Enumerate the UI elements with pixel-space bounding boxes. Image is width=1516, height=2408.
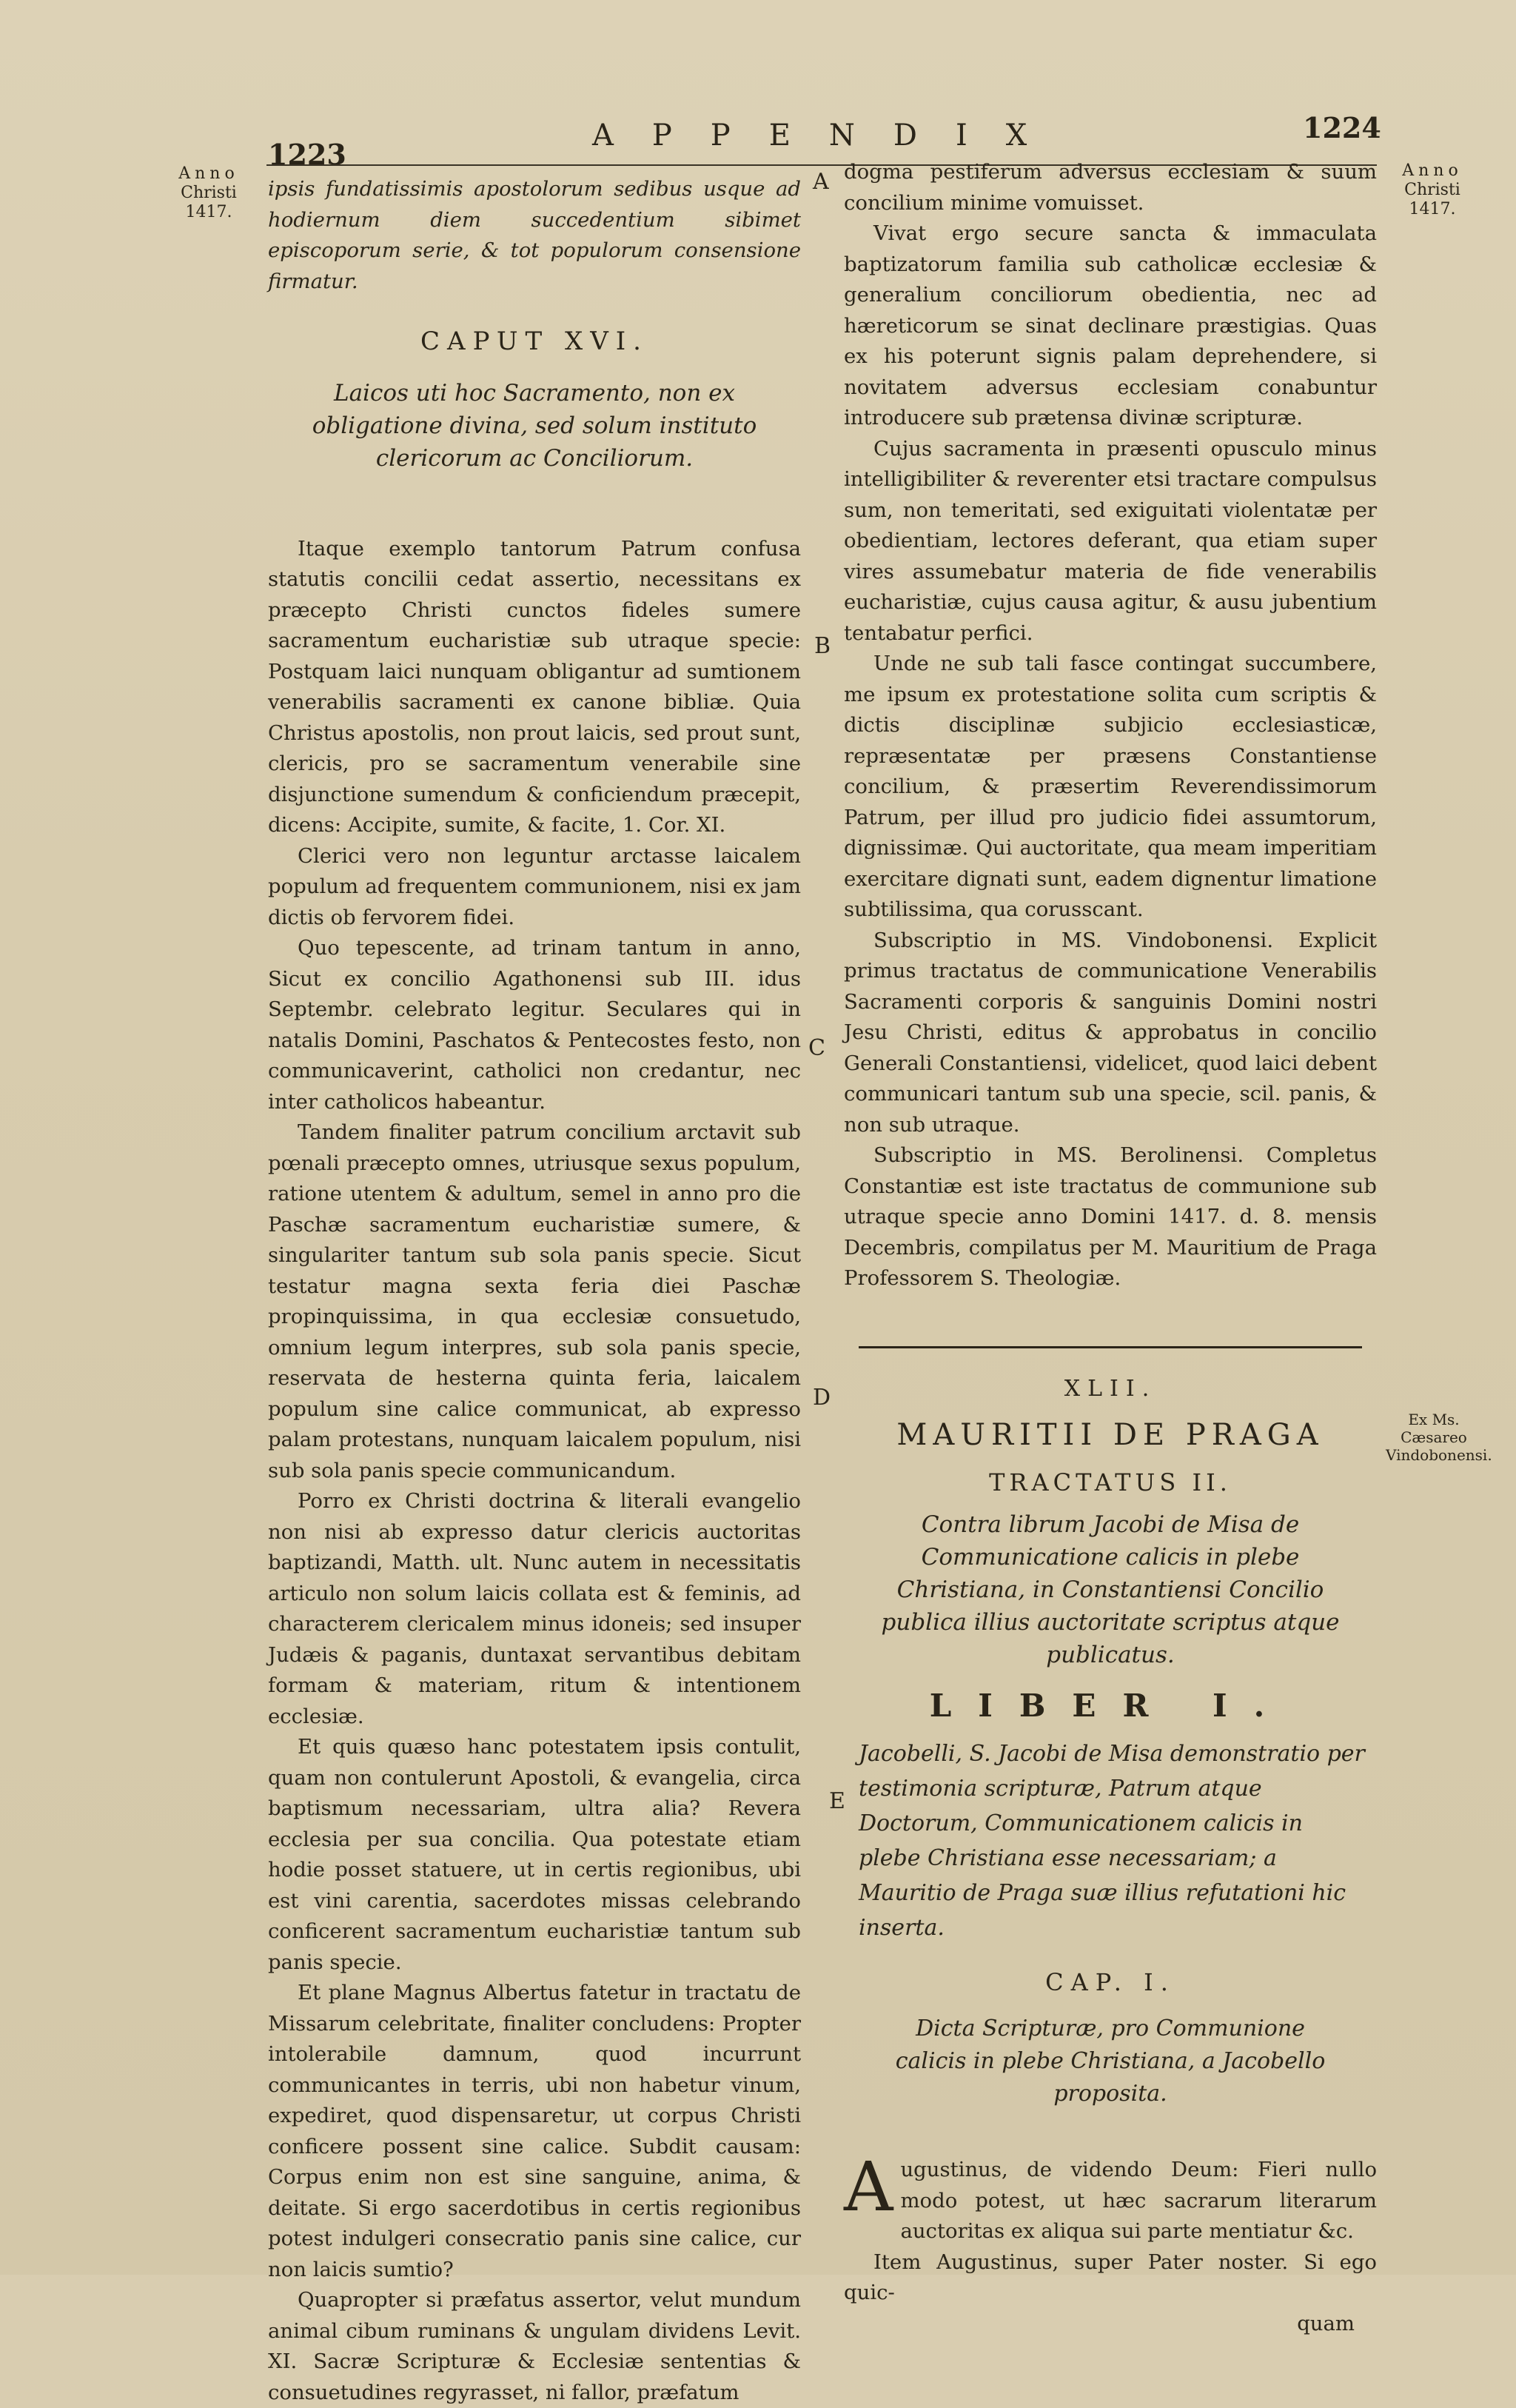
- section-letter-a: A: [813, 169, 829, 195]
- paragraph: Subscriptio in MS. Berolinensi. Completus Constantiæ est iste tractatus de communione sub utraque specie anno Domini 1417. d. 8. mensis Decembris, compilatus per M. Mauritium de Praga Professorem S. Theologiæ.: [844, 1143, 1377, 1290]
- right-column: [844, 157, 1377, 2339]
- chapter-subtitle: Laicos uti hoc Sacramento, non ex obligatione divina, sed solum instituto clericorum ac Conciliorum.: [312, 379, 757, 472]
- christi-label: Christi: [1404, 181, 1460, 199]
- margin-note-year-left: [164, 164, 253, 222]
- page-number-left: 1223: [268, 138, 346, 171]
- margin-note-source: Ex Ms. Cæsareo Vindobonensi.: [1386, 1411, 1492, 1464]
- paragraph: Porro ex Christi doctrina & literali evangelio non nisi ab expresso datur clericis auctoritas baptizandi, Matth. ult. Nunc autem in necessitatis articulo non solum laicis collata est & feminis, ad characterem clericalem minus idoneis; sed insuper Judæis & paganis, duntaxat servantibus debitam formam & materiam, ritum & intentionem ecclesiæ.: [268, 1489, 801, 1728]
- section-letter-e: E: [829, 1788, 845, 1814]
- paragraph: Et quis quæso hanc potestatem ipsis contulit, quam non contulerunt Apostoli, & evangelia, circa baptismum necessariam, ultra alia? Revera ecclesia per sua concilia. Qua potestate etiam hodie posset statuere, ut in certis regionibus, ubi est vini carentia, sacerdotes missas celebrando conficerent sacramentum eucharistiæ tantum sub panis specie.: [268, 1735, 801, 1974]
- paragraph-text: ugustinus, de videndo Deum: Fieri nullo modo potest, ut hæc sacrarum literarum auctoritas ex aliqua sui parte mentiatur &c.: [900, 2158, 1377, 2243]
- section-letter-b: B: [814, 633, 831, 659]
- tractatus-subtitle: Contra librum Jacobi de Misa de Communicatione calicis in plebe Christiana, in Constantiensi Concilio publica illius auctoritate scriptus atque publicatus.: [881, 1511, 1340, 1668]
- drop-cap: A: [844, 2147, 893, 2227]
- paragraph: Itaque exemplo tantorum Patrum confusa statutis concilii cedat assertio, necessitans ex præcepto Christi cunctos fideles sumere sacramentum eucharistiæ sub utraque specie: Postquam laici nunquam obligantur ad sumtionem venerabilis sacramenti ex canone bibliæ. Quia Christus apostolis, non prout laicis, sed prout sunt, clericis, pro se sacramentum venerabile sine disjunctione sumendum & conficiendum præcepit, dicens: Accipite, sumite, & facite, 1. Cor. XI.: [268, 536, 801, 837]
- margin-note-year-right: [1384, 161, 1480, 219]
- paragraph: Item Augustinus, super Pater noster. Si ego quic-: [844, 2250, 1377, 2304]
- author-title: MAURITII DE PRAGA: [896, 1418, 1324, 1452]
- opening-text: ipsis fundatissimis apostolorum sedibus usque ad hodiernum diem succedentium sibimet episcoporum serie, & tot populorum consensione firmatur.: [268, 177, 801, 293]
- chapter-heading: CAPUT XVI.: [420, 327, 648, 356]
- christi-label: Christi: [181, 184, 237, 202]
- paragraph: Quapropter si præfatus assertor, velut mundum animal cibum ruminans & ungulam dividens Levit. XI. Sacræ Scripturæ & Ecclesiæ sententias & consuetudines regyrasset, ni fallor, præfatum: [268, 2288, 801, 2404]
- liber-heading: LIBER I.: [929, 1688, 1292, 1724]
- paragraph: Tandem finaliter patrum concilium arctavit sub pœnali præcepto omnes, utriusque sexus populum, ratione utentem & adultum, semel in anno pro die Paschæ sacramentum eucharistiæ sumere, & singulariter tantum sub sola panis specie. Sicut testatur magna sexta feria diei Paschæ propinquissima, in qua ecclesiæ consuetudo, omnium legum interpres, sub sola panis specie, reservata de hesterna quinta feria, laicalem populum sine calice communicat, ab expresso palam protestans, nunquam laicalem populum, nisi sub sola panis specie communicandum.: [268, 1120, 801, 1482]
- paragraph-with-dropcap: [844, 2147, 1377, 2247]
- paragraph: Et plane Magnus Albertus fatetur in tractatu de Missarum celebritate, finaliter concludens: Propter intolerabile damnum, quod incurrunt communicantes in terris, ubi non habetur vinum, expediret, quod dispensaretur, ut corpus Christi conficere possent sine calice. Subdit causam: Corpus enim non est sine sanguine, anima, & deitate. Si ergo sacerdotibus in certis regionibus potest indulgeri consecratio panis sine calice, cur non laicis sumtio?: [268, 1981, 801, 2281]
- tractatus-heading: TRACTATUS II.: [989, 1468, 1232, 1496]
- year-label: 1417.: [1409, 200, 1456, 218]
- running-title: APPENDIX: [592, 118, 1066, 153]
- paragraph: dogma pestiferum adversus ecclesiam & suum concilium minime vomuisset.: [844, 160, 1377, 215]
- anno-label: Anno: [1402, 161, 1463, 180]
- section-divider: [859, 1346, 1362, 1348]
- catchword: quam: [1297, 2311, 1355, 2335]
- paragraph: Vivat ergo secure sancta & immaculata baptizatorum familia sub catholicæ ecclesiæ & generalium conciliorum obedientia, nec ad hæreticorum se sinat declinare præstigias. Quas ex his poterunt signis palam deprehendere, si novitatem adversus ecclesiam conabuntur introducere sub prætensa divinæ scripturæ.: [844, 221, 1377, 429]
- section-letter-c: C: [808, 1035, 825, 1061]
- cap-heading: CAP. I.: [1045, 1967, 1175, 1996]
- paragraph: Clerici vero non leguntur arctasse laicalem populum ad frequentem communionem, nisi ex jam dictis ob fervorem fidei.: [268, 843, 801, 929]
- left-column: [268, 174, 801, 2408]
- paragraph: Quo tepescente, ad trinam tantum in anno, Sicut ex concilio Agathonensi sub III. idus Septembr. celebrato legitur. Seculares qui in natalis Domini, Paschatos & Pentecostes festo, non communicaverint, catholici non credantur, nec inter catholicos habeantur.: [268, 936, 801, 1114]
- jacobelli-description: Jacobelli, S. Jacobi de Misa demonstratio per testimonia scripturæ, Patrum atque Doctorum, Communicationem calicis in plebe Christiana esse necessariam; a Mauritio de Praga suæ illius refutationi hic inserta.: [859, 1740, 1365, 1941]
- section-number: XLII.: [1064, 1375, 1157, 1402]
- paragraph: Cujus sacramenta in præsenti opusculo minus intelligibiliter & reverenter etsi tractare compulsus sum, non temeritati, sed exiguitati violentatæ per obedientiam, lectores deferant, qua etiam super vires assumebatur materia de fide venerabilis eucharistiæ, cujus causa agitur, & ausu jubentium tentabatur perfici.: [844, 436, 1377, 645]
- paragraph: Subscriptio in MS. Vindobonensi. Explicit primus tractatus de communicatione Venerabilis Sacramenti corporis & sanguinis Domini nostri Jesu Christi, editus & approbatus in concilio Generali Constantiensi, videlicet, quod laici debent communicari tantum sub una specie, scil. panis, & non sub utraque.: [844, 928, 1377, 1137]
- anno-label: Anno: [178, 164, 239, 183]
- section-letter-d: D: [813, 1385, 831, 1411]
- cap-subtitle: Dicta Scripturæ, pro Communione calicis in plebe Christiana, a Jacobello proposita.: [895, 2016, 1326, 2107]
- year-label: 1417.: [185, 203, 232, 221]
- page-number-right: 1224: [1303, 111, 1381, 144]
- paragraph: Unde ne sub tali fasce contingat succumbere, me ipsum ex protestatione solita cum scriptis & dictis disciplinæ subjicio ecclesiasticæ, repræsentatæ per præsens Constantiense concilium, & præsertim Reverendissimorum Patrum, per illud pro judicio fidei assumtorum, dignissimæ. Qui auctoritate, qua meam imperitiam exercitare dignati sunt, eadem dignentur limatione subtilissima, qua corusscant.: [844, 652, 1377, 921]
